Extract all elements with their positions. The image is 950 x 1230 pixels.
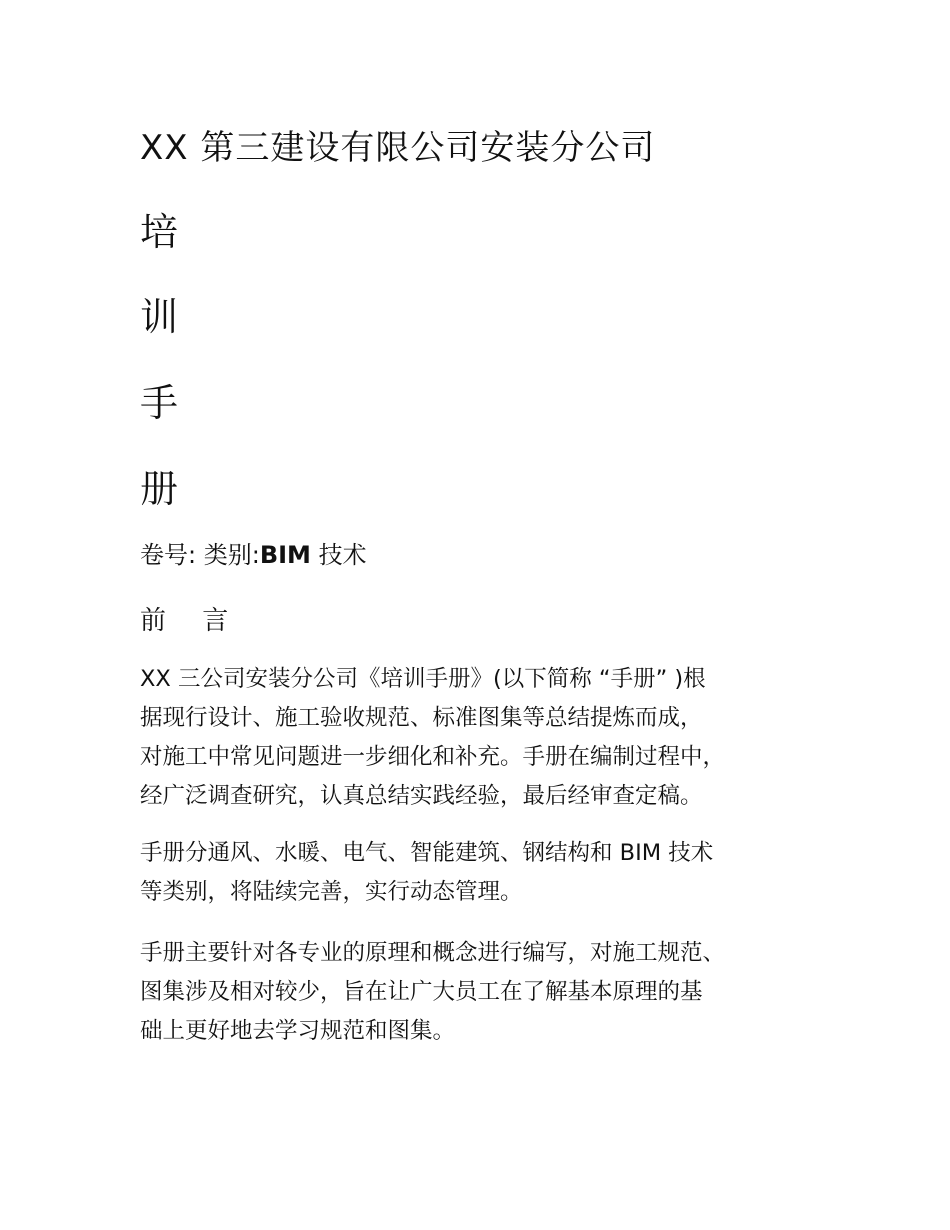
volume-label: 卷号: (140, 541, 197, 569)
category-label: 类别: (203, 541, 260, 569)
paragraph-line: 图集涉及相对较少，旨在让广大员工在了解基本原理的基 (140, 979, 703, 1005)
vertical-title-char-2: 训 (140, 295, 179, 339)
volume-category-line (140, 539, 367, 571)
paragraph-line: 对施工中常见问题进一步细化和补充。手册在编制过程中， (140, 744, 726, 770)
paragraph-line: 经广泛调查研究，认真总结实践经验，最后经审查定稿。 (140, 783, 703, 809)
category-value-zh: 技术 (318, 541, 367, 569)
preface-paragraph-1 (140, 660, 830, 816)
preface-paragraph-3 (140, 934, 830, 1051)
preface-paragraph-2 (140, 834, 830, 912)
vertical-title-char-3: 手 (140, 381, 179, 425)
category-value-en: BIM (259, 541, 311, 569)
vertical-title-char-1: 培 (140, 210, 179, 254)
paragraph-line: 手册分通风、水暖、电气、智能建筑、钢结构和 BIM 技术 (140, 840, 714, 866)
paragraph-line: 据现行设计、施工验收规范、标准图集等总结提炼而成， (140, 705, 703, 731)
vertical-title-char-4: 册 (140, 467, 179, 511)
paragraph-line: XX 三公司安装分公司《培训手册》(以下简称 “手册” )根 (140, 666, 706, 692)
company-title: XX 第三建设有限公司安装分公司 (140, 128, 656, 168)
paragraph-line: 等类别，将陆续完善，实行动态管理。 (140, 879, 523, 905)
preface-heading: 前 言 (140, 606, 243, 636)
paragraph-line: 础上更好地去学习规范和图集。 (140, 1018, 456, 1044)
paragraph-line: 手册主要针对各专业的原理和概念进行编写，对施工规范、 (140, 940, 726, 966)
